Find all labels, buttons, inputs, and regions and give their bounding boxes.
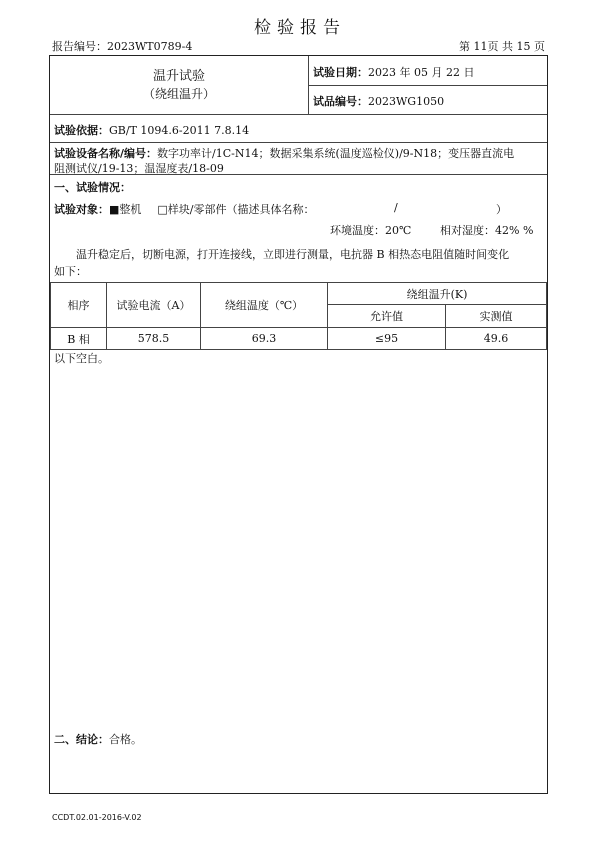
relative-humidity: 相对湿度：42% % bbox=[440, 224, 534, 237]
sample-number bbox=[313, 93, 444, 109]
document-title: 检验报告 bbox=[254, 18, 346, 38]
equipment-line-2: 阻测试仪/19-13；温湿度表/18-09 bbox=[54, 162, 224, 175]
report-number: 报告编号：2023WT0789-4 bbox=[52, 40, 193, 53]
equipment-line-1 bbox=[54, 145, 514, 161]
blank-note: 以下空白。 bbox=[54, 352, 109, 365]
description-line-1: 温升稳定后，切断电源，打开连接线，立即进行测量，电抗器 B 相热态电阻值随时间变化 bbox=[76, 248, 510, 261]
divider bbox=[308, 85, 547, 86]
test-subname: （绕组温升） bbox=[142, 87, 215, 101]
conclusion-label: 二、结论： bbox=[54, 733, 109, 746]
option-sample-part: □样块/零部件（描述具体名称： bbox=[157, 203, 315, 216]
cell-phase: B 相 bbox=[51, 328, 107, 350]
section-1-title: 一、试验情况： bbox=[54, 181, 131, 194]
table-row bbox=[51, 328, 547, 350]
conclusion-value: 合格。 bbox=[109, 733, 142, 746]
sample-number-value: 2023WG1050 bbox=[368, 95, 445, 108]
cell-winding-temp: 69.3 bbox=[201, 328, 328, 350]
test-object-label: 试验对象： bbox=[54, 203, 109, 216]
part-name-slash: / bbox=[394, 201, 398, 214]
header-allowed: 允许值 bbox=[328, 305, 446, 328]
test-date-value: 2023 年 05 月 22 日 bbox=[368, 66, 475, 79]
header-winding-rise: 绕组温升(K) bbox=[328, 283, 547, 305]
test-date bbox=[313, 64, 474, 80]
page-number: 第 11页 共 15 页 bbox=[459, 40, 545, 53]
test-basis-value: GB/T 1094.6-2011 7.8.14 bbox=[109, 124, 250, 137]
description-line-2: 如下： bbox=[54, 265, 87, 278]
test-basis-label: 试验依据： bbox=[54, 124, 109, 137]
conclusion bbox=[54, 731, 142, 747]
equipment-value-1: 数字功率计/1C-N14；数据采集系统(温度巡检仪)/9-N18；变压器直流电 bbox=[157, 147, 515, 160]
close-paren: ） bbox=[496, 203, 507, 216]
divider bbox=[50, 114, 547, 115]
header-winding-temp: 绕组温度（℃） bbox=[201, 283, 328, 328]
test-object bbox=[54, 201, 315, 217]
test-date-label: 试验日期： bbox=[313, 66, 368, 79]
equipment-label: 试验设备名称/编号： bbox=[54, 147, 158, 160]
form-code: CCDT.02.01-2016-V.02 bbox=[52, 813, 142, 822]
report-frame bbox=[49, 55, 548, 794]
test-basis bbox=[54, 122, 249, 138]
option-whole-machine: ■整机 bbox=[109, 203, 142, 216]
cell-current: 578.5 bbox=[107, 328, 201, 350]
temperature-rise-table bbox=[50, 282, 547, 350]
ambient-temperature: 环境温度：20℃ bbox=[330, 224, 412, 237]
cell-measured: 49.6 bbox=[446, 328, 547, 350]
sample-number-label: 试品编号： bbox=[313, 95, 368, 108]
divider bbox=[50, 142, 547, 143]
header-current: 试验电流（A） bbox=[107, 283, 201, 328]
cell-allowed: ≤95 bbox=[328, 328, 446, 350]
header-measured: 实测值 bbox=[446, 305, 547, 328]
header-phase: 相序 bbox=[51, 283, 107, 328]
test-name: 温升试验 bbox=[152, 69, 205, 84]
